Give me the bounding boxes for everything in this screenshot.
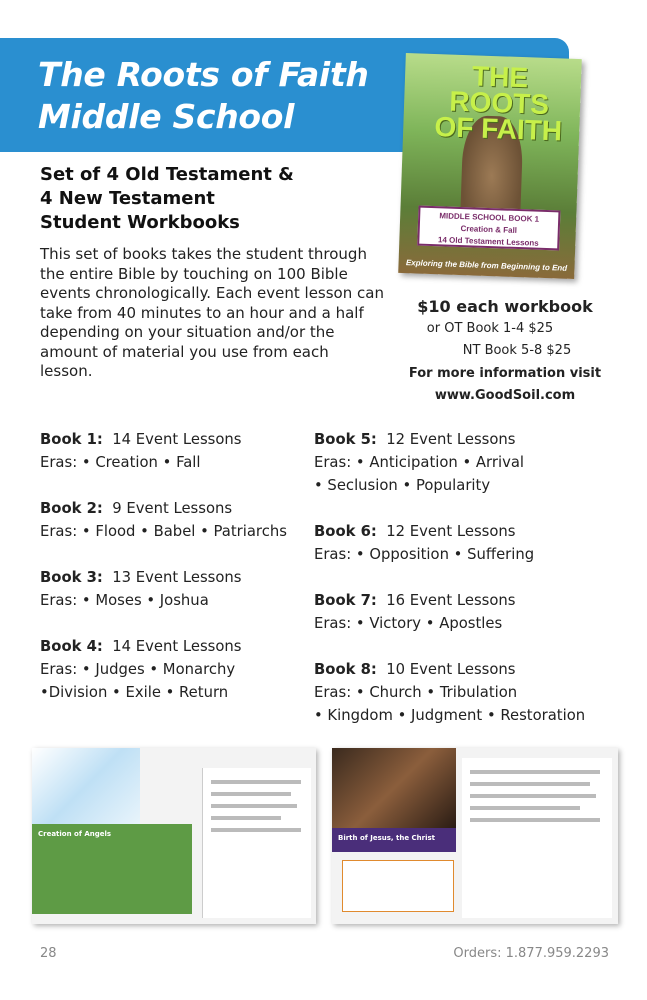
- book-eras: Eras: • Judges • Monarchy: [40, 661, 236, 678]
- book-eras: Eras: • Flood • Babel • Patriarchs: [40, 523, 287, 540]
- nativity-illustration: [332, 748, 456, 828]
- book-eras: •Division • Exile • Return: [40, 684, 229, 701]
- book-lesson-count: 14 Event Lessons: [112, 638, 242, 655]
- book-heading: [40, 635, 340, 658]
- book-eras: Eras: • Anticipation • Arrival: [314, 454, 525, 471]
- book-lesson-count: 9 Event Lessons: [112, 500, 233, 517]
- book-entry: [314, 520, 634, 566]
- workbook-spread-nativity: [332, 748, 618, 924]
- book-entry: [314, 658, 634, 727]
- pricing-block: [380, 296, 630, 406]
- book-eras: Eras: • Church • Tribulation: [314, 684, 518, 701]
- cover-info-box: [417, 206, 560, 251]
- book-label: Book 2:: [40, 500, 103, 517]
- book-entry: [314, 428, 634, 497]
- book-heading: [40, 566, 340, 589]
- book-entry: [40, 497, 340, 543]
- product-subtitle: [40, 163, 380, 235]
- book-lesson-count: 13 Event Lessons: [112, 569, 242, 586]
- title-line-1: The Roots of Faith: [38, 55, 369, 94]
- book-eras: Eras: • Victory • Apostles: [314, 615, 503, 632]
- book-eras: Eras: • Moses • Joshua: [40, 592, 209, 609]
- book-heading: [40, 497, 340, 520]
- cover-box-line-2: Creation & Fall: [460, 224, 518, 235]
- subtitle-line-2: 4 New Testament: [40, 188, 215, 209]
- intro-paragraph: This set of books takes the student through the entire Bible by touching on 100 Bible events chronologically. Each event lesson can take from 40 minutes to an hour and a half depending on your situation and/or the amount of material you use from each lesson.: [40, 245, 384, 380]
- book-eras: Eras: • Creation • Fall: [40, 454, 201, 471]
- book-lesson-count: 16 Event Lessons: [386, 592, 516, 609]
- cover-footer: Exploring the Bible from Beginning to End: [405, 258, 568, 273]
- book-lesson-count: 14 Event Lessons: [112, 431, 242, 448]
- worksheet-page: [202, 768, 311, 918]
- book-entry: [40, 566, 340, 612]
- website-link[interactable]: www.GoodSoil.com: [434, 388, 576, 403]
- book-heading: [314, 589, 634, 612]
- page-number: 28: [40, 946, 57, 961]
- book-heading: [314, 658, 634, 681]
- book-lesson-count: 12 Event Lessons: [386, 431, 516, 448]
- title-line-2: Middle School: [38, 97, 295, 136]
- more-info-text: For more information visit: [408, 366, 602, 381]
- book-label: Book 4:: [40, 638, 103, 655]
- lesson-title-creation: Creation of Angels: [38, 830, 112, 838]
- price-main: $10 each workbook: [417, 297, 593, 316]
- book-label: Book 8:: [314, 661, 377, 678]
- book-label: Book 7:: [314, 592, 377, 609]
- book-entry: [40, 635, 340, 704]
- book-label: Book 3:: [40, 569, 103, 586]
- angels-illustration: [32, 748, 140, 824]
- book-eras: • Kingdom • Judgment • Restoration: [314, 707, 586, 724]
- subtitle-line-3: Student Workbooks: [40, 212, 240, 233]
- cover-box-line-1: MIDDLE SCHOOL BOOK 1: [439, 211, 540, 224]
- book-entry: [314, 589, 634, 635]
- cover-box-line-3: 14 Old Testament Lessons: [437, 235, 539, 248]
- lesson-header-panel: [32, 824, 192, 914]
- book-heading: [40, 428, 340, 451]
- book-cover-image: [398, 53, 582, 279]
- lesson-title-nativity: Birth of Jesus, the Christ: [338, 834, 436, 842]
- books-list-old-testament: [40, 428, 340, 727]
- book-lesson-count: 10 Event Lessons: [386, 661, 516, 678]
- books-list-new-testament: [314, 428, 634, 750]
- price-nt-set: NT Book 5-8 $25: [462, 343, 572, 358]
- worksheet-box: [342, 860, 454, 912]
- book-lesson-count: 12 Event Lessons: [386, 523, 516, 540]
- lesson-header-panel: [332, 828, 456, 852]
- orders-phone: Orders: 1.877.959.2293: [453, 946, 609, 961]
- price-ot-set: or OT Book 1-4 $25: [426, 321, 554, 336]
- book-heading: [314, 520, 634, 543]
- book-eras: • Seclusion • Popularity: [314, 477, 491, 494]
- book-eras: Eras: • Opposition • Suffering: [314, 546, 535, 563]
- page-title: [38, 54, 369, 138]
- book-label: Book 1:: [40, 431, 103, 448]
- worksheet-page: [462, 758, 612, 918]
- workbook-spread-creation: [32, 748, 316, 924]
- book-entry: [40, 428, 340, 474]
- book-label: Book 6:: [314, 523, 377, 540]
- cover-title: THE ROOTS OF FAITH: [434, 60, 563, 147]
- book-label: Book 5:: [314, 431, 377, 448]
- book-heading: [314, 428, 634, 451]
- subtitle-line-1: Set of 4 Old Testament &: [40, 164, 294, 185]
